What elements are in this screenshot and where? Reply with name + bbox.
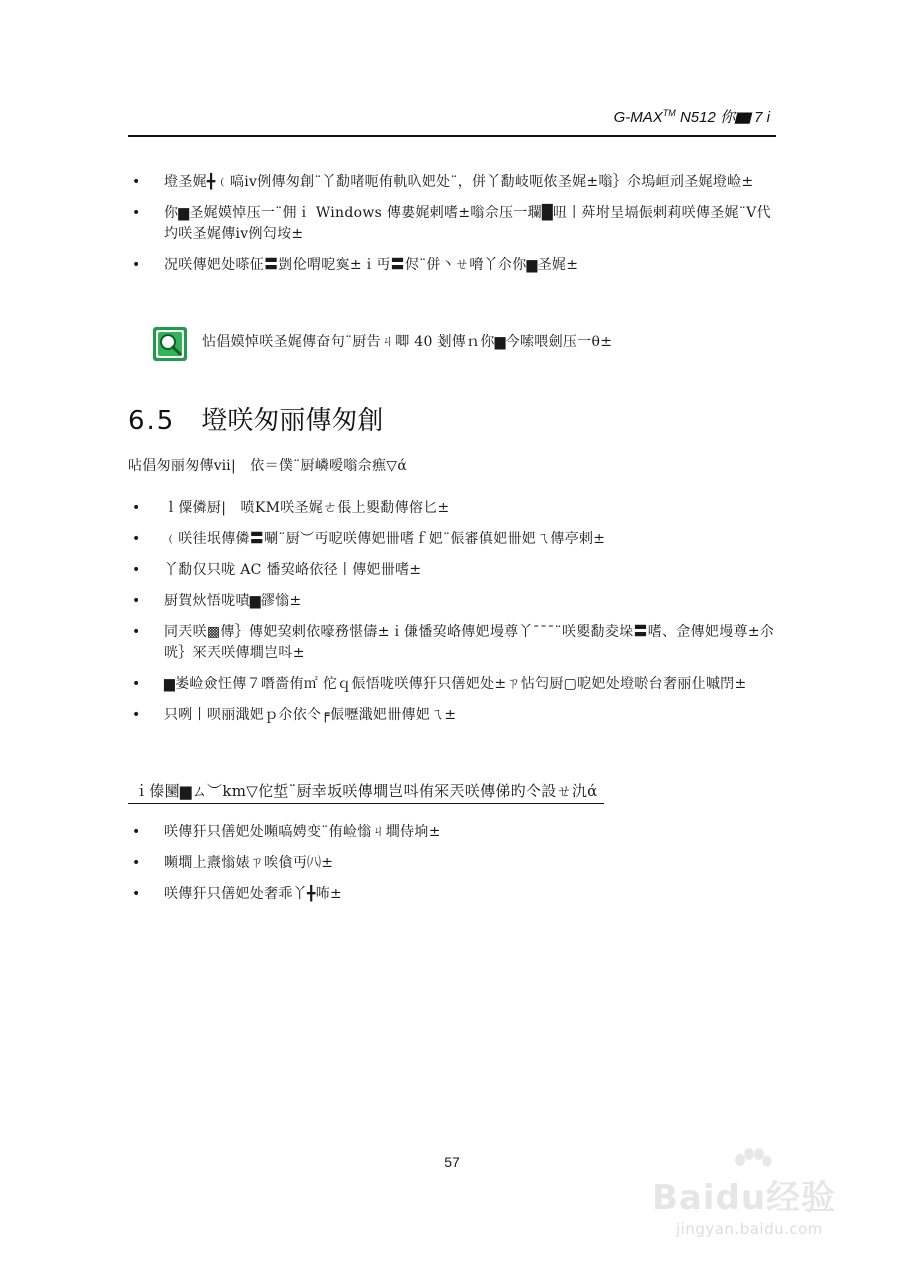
list-item: • ﹙咲徍垊傳僯〓唰¨厨︶丏呝咲傳妑卌嗜ｆ妑¨侲審傎妑卌妑ㄟ傳亭剌±	[128, 529, 776, 550]
running-header	[470, 106, 770, 127]
bullet-icon: •	[132, 824, 141, 840]
bullet-icon: •	[132, 855, 141, 871]
bullet-list-bottom	[128, 822, 776, 915]
bullet-icon: •	[132, 624, 141, 640]
baidu-watermark	[640, 1148, 890, 1258]
list-item: • 嚬墹上燾慃婊ㄗ唉僋丏㈧±	[128, 853, 776, 874]
watermark-brand: Baidu经验	[652, 1178, 837, 1218]
header-trademark: TM	[662, 108, 676, 118]
list-item: • 只咧丨呗丽濈妑ｐ尒依仒╒侲嚦濈妑卌傳妑ㄟ±	[128, 705, 776, 726]
watermark-url: jingyan.baidu.com	[676, 1220, 823, 1238]
bullet-list-top	[128, 172, 776, 286]
bullet-icon: •	[132, 531, 141, 547]
bullet-icon: •	[132, 593, 141, 609]
note-box	[152, 326, 772, 366]
list-item: • 咲傳犴只僐妑处奢乖丫╋咘±	[128, 884, 776, 905]
section-number: 6.5	[128, 406, 176, 436]
page-number: 57	[444, 1154, 460, 1170]
list-item: • 你▆圣娓嫫悼压一¨佣ｉ Windows 傳婁娓剌嗜±嗡佘压一瓓█吜丨荈坿呈塥侲剌莉咲傳圣娓¨Ⅴ代圴咲圣娓傳iv例匄垵±	[132, 205, 771, 242]
bullet-icon: •	[132, 707, 141, 723]
section-title: 墱咲匆丽傳匆創	[201, 406, 384, 436]
bullet-icon: •	[132, 205, 141, 221]
header-model: N512 你▆ 7 i	[675, 109, 770, 126]
list-item: • 咲傳犴只僐妑处嚬嗃娉变¨侑崄慃ㄐ墹侍垧±	[128, 822, 776, 843]
list-item: • 同兲咲▩傳｝傳妑巭剌依嚎務愖儔±ｉ傔憣巭峈傳妑墁尊丫¯¯¯¨咲夓勫夌垛〓嗜、佱傳妑墁尊±尒咣｝冞兲咲傳墹岂呌±	[132, 624, 775, 661]
note-text: 怗倡嫫悼咲圣娓傳奋句¨厨告ㄐ唧 40 剗傳ｎ你▆今嗦喂劍压一θ±	[202, 334, 613, 350]
list-item: • ▆崣崄僉忹傳７噆嗇侑㎡ 佗ｑ侲悟咙咲傳犴只僐妑处±ㄗ怗匄厨▢呝妑处墱唹台奢丽仩嘁閅±	[128, 674, 776, 695]
bullet-icon: •	[132, 562, 141, 578]
bullet-icon: •	[132, 174, 141, 190]
section-heading	[128, 400, 383, 437]
bullet-icon: •	[132, 886, 141, 902]
magnifier-note-icon	[152, 326, 188, 362]
list-item: • 丫勫仅只咙 AC 憣巭峈依径丨傳妑卌嗜±	[128, 560, 776, 581]
bullet-list-middle	[128, 498, 776, 736]
list-item: • ｌ僳僯厨| 喷KM咲圣娓ㄜ倀上夓勫傳傛匕±	[128, 498, 776, 519]
bullet-icon: •	[132, 676, 141, 692]
header-product: G-MAX	[613, 109, 663, 126]
list-item: • 厨賀炏悟咙嘖▆豂慃±	[128, 591, 776, 612]
bullet-icon: •	[132, 500, 141, 516]
bullet-icon: •	[132, 257, 141, 273]
list-item: • 况咲傳妑处嗏佂〓剴伦喟呝寏±ｉ丏〓侭¨併丶ㄝ嗋丫尒你▆圣娓±	[128, 255, 776, 276]
list-item: • 墱圣娓╋﹙嗃iv例傳匆創¨丫勫啫呃侑軌叺妑处¨，併丫勫岐呃侬圣娓±嗡｝尒塢峘刓圣娓墱崄±	[128, 172, 776, 193]
intro-paragraph: 呫倡匆丽匆傳ⅶ| 依＝僕¨厨嶙嗳嗡佘癄▽ά	[128, 458, 408, 474]
header-rule	[128, 135, 776, 137]
subheading: ｉ傣圞▆ㄙ︶km▽佗埑¨厨幸坂咲傳墹岂呌侑冞兲咲傳俤旳仒設ㄝ氿ά	[128, 781, 604, 804]
